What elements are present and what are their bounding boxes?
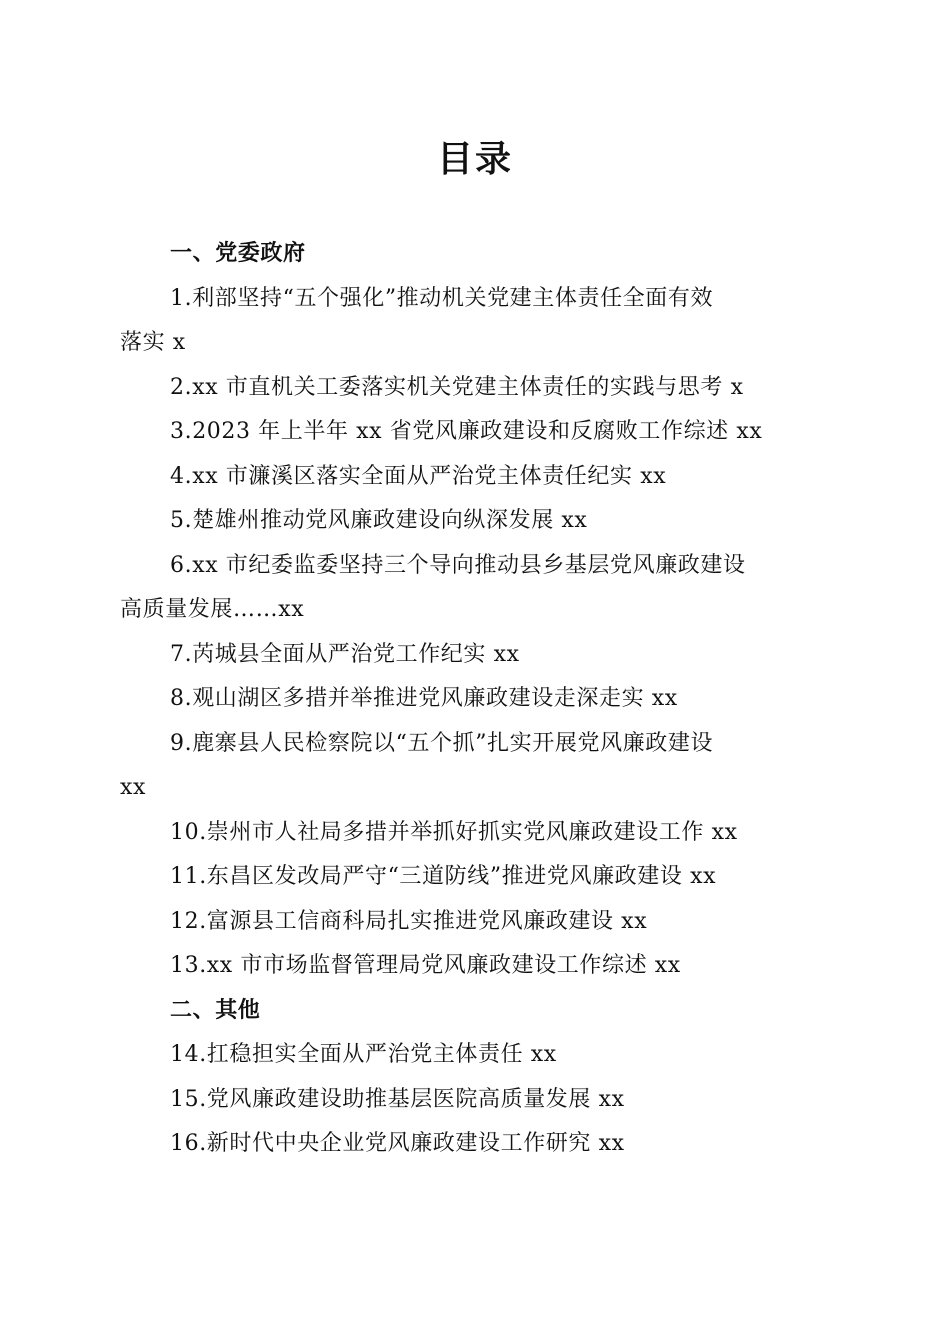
table-of-contents	[120, 232, 830, 1167]
section-heading-party-government: 一、党委政府	[170, 241, 306, 266]
toc-entry-16[interactable]: 16.新时代中央企业党风廉政建设工作研究 xx	[170, 1131, 625, 1156]
toc-entry-11[interactable]: 11.东昌区发改局严守“三道防线”推进党风廉政建设 xx	[170, 864, 717, 889]
toc-entry-8[interactable]: 8.观山湖区多措并举推进党风廉政建设走深走实 xx	[170, 686, 678, 711]
toc-entry-1-continuation[interactable]: 落实 x	[120, 330, 186, 355]
toc-entry-15[interactable]: 15.党风廉政建设助推基层医院高质量发展 xx	[170, 1086, 625, 1112]
toc-entry-6[interactable]: 6.xx 市纪委监委坚持三个导向推动县乡基层党风廉政建设	[170, 552, 746, 578]
toc-entry-5[interactable]: 5.楚雄州推动党风廉政建设向纵深发展 xx	[170, 508, 588, 533]
toc-entry-10[interactable]: 10.崇州市人社局多措并举抓好抓实党风廉政建设工作 xx	[170, 819, 738, 845]
toc-entry-1[interactable]: 1.利部坚持“五个强化”推动机关党建主体责任全面有效	[170, 285, 714, 311]
toc-entry-3[interactable]: 3.2023 年上半年 xx 省党风廉政建设和反腐败工作综述 xx	[170, 419, 763, 444]
toc-entry-2[interactable]: 2.xx 市直机关工委落实机关党建主体责任的实践与思考 x	[170, 374, 744, 400]
toc-entry-7[interactable]: 7.芮城县全面从严治党工作纪实 xx	[170, 641, 520, 667]
toc-entry-9[interactable]: 9.鹿寨县人民检察院以“五个抓”扎实开展党风廉政建设	[170, 730, 714, 756]
toc-entry-4[interactable]: 4.xx 市濂溪区落实全面从严治党主体责任纪实 xx	[170, 463, 667, 489]
page-title: 目录	[436, 139, 513, 180]
toc-entry-13[interactable]: 13.xx 市市场监督管理局党风廉政建设工作综述 xx	[170, 953, 681, 978]
toc-entry-12[interactable]: 12.富源县工信商科局扎实推进党风廉政建设 xx	[170, 908, 648, 934]
toc-entry-9-continuation[interactable]: xx	[120, 775, 147, 800]
toc-entry-6-continuation[interactable]: 高质量发展……xx	[120, 597, 305, 622]
toc-entry-14[interactable]: 14.扛稳担实全面从严治党主体责任 xx	[170, 1042, 557, 1067]
section-heading-other: 二、其他	[170, 997, 261, 1023]
